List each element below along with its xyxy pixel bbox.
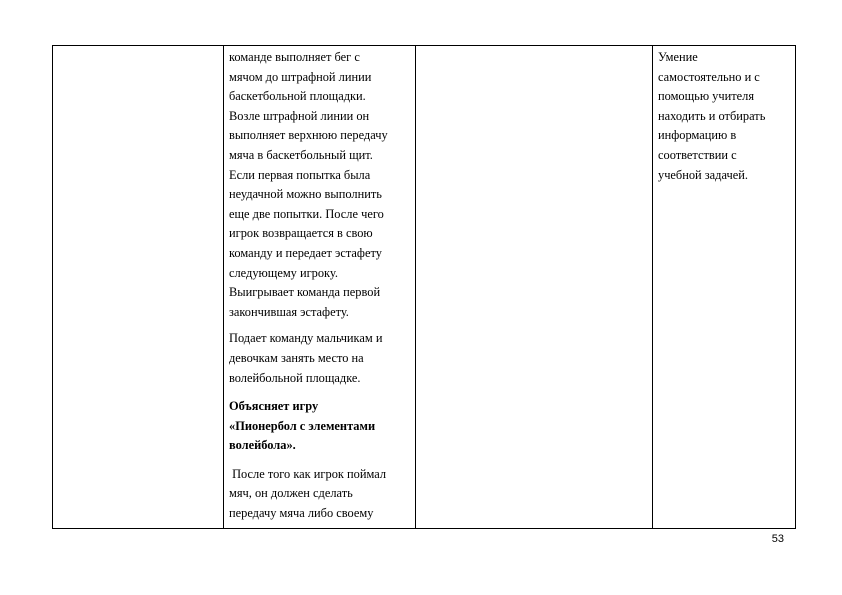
skills-cell (653, 46, 796, 529)
text-line: еще две попытки. После чего (229, 206, 384, 221)
text-line: неудачной можно выполнить (229, 187, 382, 202)
text-line: мяча в баскетбольный щит. (229, 147, 373, 162)
table-row (53, 46, 796, 529)
text-line: выполняет верхнюю передачу (229, 128, 388, 143)
text-line: помощью учителя (658, 89, 755, 104)
table-cell-empty-1 (53, 46, 224, 529)
text-line: находить и отбирать (658, 108, 766, 123)
text-line: передачу мяча либо своему (229, 506, 374, 521)
text-line: «Пионербол с элементами (229, 418, 376, 433)
game-rules-paragraph (229, 465, 411, 524)
text-line: Подает команду мальчикам и (229, 331, 383, 346)
relay-description-paragraph (229, 48, 411, 322)
text-line: игрок возвращается в свою (229, 226, 373, 241)
text-line: Объясняет игру (229, 399, 319, 414)
text-line: закончившая эстафету. (229, 304, 349, 319)
text-line: баскетбольной площадки. (229, 89, 366, 104)
text-line: мяч, он должен сделать (229, 486, 353, 501)
text-line: соответствии с (658, 147, 737, 162)
text-line: Если первая попытка была (229, 167, 371, 182)
text-line: самостоятельно и с (658, 69, 760, 84)
page-number: 53 (771, 533, 784, 545)
text-line: волейбола». (229, 438, 296, 453)
text-line: команду и передает эстафету (229, 245, 382, 260)
game-title-paragraph (229, 397, 411, 456)
text-line: информацию в (658, 128, 737, 143)
text-line: После того как игрок поймал (229, 466, 387, 481)
text-line: волейбольной площадке. (229, 370, 361, 385)
text-line: команде выполняет бег с (229, 50, 360, 64)
teacher-activity-cell (224, 46, 416, 529)
text-line: мячом до штрафной линии (229, 69, 372, 84)
text-line: Возле штрафной линии он (229, 108, 370, 123)
skills-paragraph (658, 48, 791, 185)
text-line: следующему игроку. (229, 265, 338, 280)
text-line: учебной задачей. (658, 167, 748, 182)
command-paragraph (229, 329, 411, 388)
text-line: Умение (658, 50, 698, 64)
text-line: девочкам занять место на (229, 350, 364, 365)
lesson-plan-table (52, 45, 796, 529)
text-line: Выигрывает команда первой (229, 285, 381, 300)
table-cell-empty-3 (416, 46, 653, 529)
